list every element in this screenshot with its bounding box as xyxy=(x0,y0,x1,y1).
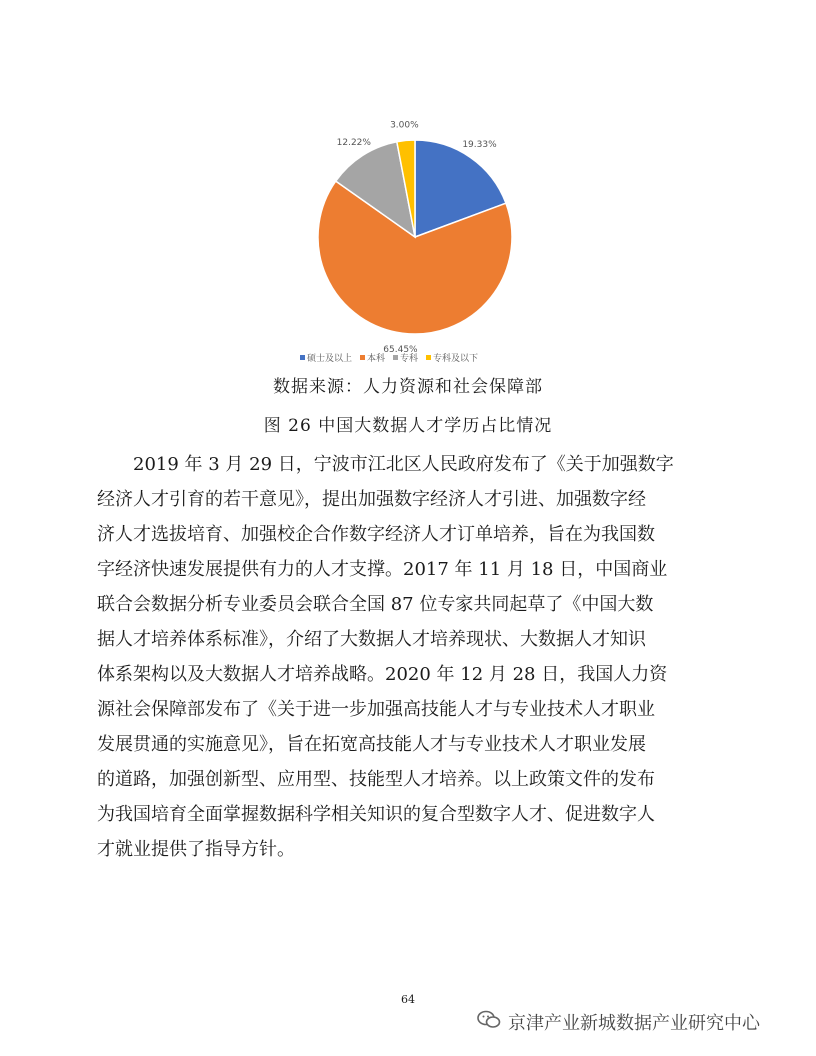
pie-chart-svg xyxy=(290,112,540,362)
legend-swatch xyxy=(393,355,398,360)
data-source: 数据来源：人力资源和社会保障部 xyxy=(273,377,543,397)
legend-item xyxy=(426,351,478,364)
slice-label: 65.45% xyxy=(383,345,418,356)
watermark xyxy=(476,1005,760,1039)
slice-label: 19.33% xyxy=(462,140,497,151)
body-line: 济人才选拔培育、加强校企合作数字经济人才订单培养，旨在为我国数 xyxy=(97,524,655,545)
legend-label: 硕士及以上 xyxy=(307,354,353,364)
body-line: 的道路，加强创新型、应用型、技能型人才培养。以上政策文件的发布 xyxy=(97,769,655,790)
body-line: 为我国培育全面掌握数据科学相关知识的复合型数字人才、促进数字人 xyxy=(97,804,655,825)
wechat-icon xyxy=(476,1007,502,1038)
legend-label: 专科及以下 xyxy=(433,354,479,364)
chart-legend xyxy=(300,351,540,364)
pie-chart xyxy=(290,112,540,362)
slice-label: 12.22% xyxy=(336,138,371,149)
body-line: 才就业提供了指导方针。 xyxy=(97,839,295,860)
legend-label: 本科 xyxy=(367,354,386,364)
legend-swatch xyxy=(360,355,365,360)
watermark-text: 京津产业新城数据产业研究中心 xyxy=(508,1013,760,1034)
body-line: 字经济快速发展提供有力的人才支撑。2017 年 11 月 18 日，中国商业 xyxy=(97,559,668,580)
legend-item xyxy=(300,351,352,364)
body-line: 经济人才引育的若干意见》，提出加强数字经济人才引进、加强数字经 xyxy=(97,489,646,510)
page-number: 64 xyxy=(401,993,415,1006)
legend-item xyxy=(360,351,385,364)
figure-title: 图 26 中国大数据人才学历占比情况 xyxy=(263,416,553,436)
body-paragraph xyxy=(97,447,753,867)
body-line: 联合会数据分析专业委员会联合全国 87 位专家共同起草了《中国大数 xyxy=(97,594,654,615)
body-line: 体系架构以及大数据人才培养战略。2020 年 12 月 28 日，我国人力资 xyxy=(97,664,668,685)
legend-label: 专科 xyxy=(400,354,419,364)
legend-swatch xyxy=(426,355,431,360)
body-line: 据人才培养体系标准》，介绍了大数据人才培养现状、大数据人才知识 xyxy=(97,629,646,650)
body-line: 源社会保障部发布了《关于进一步加强高技能人才与专业技术人才职业 xyxy=(97,699,655,720)
legend-swatch xyxy=(300,355,305,360)
body-line: 2019 年 3 月 29 日，宁波市江北区人民政府发布了《关于加强数字 xyxy=(97,454,674,475)
legend-item xyxy=(393,351,418,364)
body-line: 发展贯通的实施意见》，旨在拓宽高技能人才与专业技术人才职业发展 xyxy=(97,734,646,755)
slice-label: 3.00% xyxy=(390,120,419,131)
